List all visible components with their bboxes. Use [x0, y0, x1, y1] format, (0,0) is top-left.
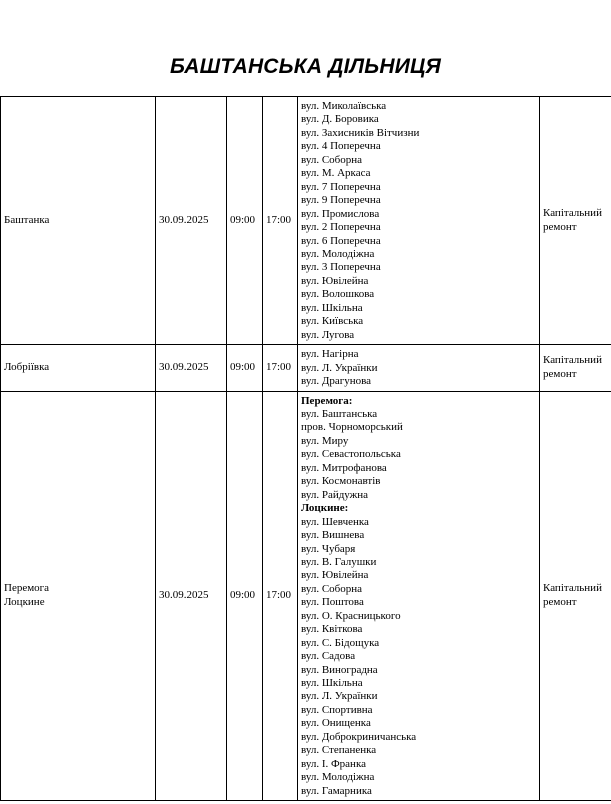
street-item: вул. Драгунова: [301, 375, 372, 388]
page-title: БАШТАНСЬКА ДІЛЬНИЦЯ: [169, 55, 442, 78]
village-cell: [1, 345, 156, 391]
outage-schedule-table: [0, 96, 611, 801]
street-item: вул. 9 Поперечна: [301, 194, 381, 207]
settlement-heading: Лоцкине:: [301, 502, 349, 515]
work-type-text: Капітальний: [543, 582, 602, 595]
village-cell: [1, 391, 156, 801]
street-item: вул. Молодіжна: [301, 247, 375, 260]
village-name: Лобріївка: [4, 361, 50, 374]
street-item: вул. В. Галушки: [301, 555, 377, 568]
street-item: вул. Онищенка: [301, 717, 371, 730]
settlement-heading: Перемога:: [301, 394, 353, 407]
work-type-cell: [540, 391, 611, 801]
village-name: Перемога: [4, 582, 50, 595]
work-type-text: ремонт: [543, 220, 577, 233]
street-item: вул. Промислова: [301, 207, 380, 220]
streets-cell: [298, 391, 540, 801]
street-item: вул. Лугова: [301, 328, 355, 341]
work-type-text: Капітальний: [543, 354, 602, 367]
outage-schedule-body: [1, 97, 611, 801]
street-item: вул. Ювілейна: [301, 274, 369, 287]
work-type-text: ремонт: [543, 595, 577, 608]
street-item: вул. Вишнева: [301, 529, 365, 542]
street-item: вул. Захисників Вітчизни: [301, 126, 420, 139]
street-item: вул. О. Красницького: [301, 609, 401, 622]
street-item: вул. Поштова: [301, 596, 364, 609]
work-type-text: Капітальний: [543, 207, 602, 220]
street-item: вул. Шкільна: [301, 301, 363, 314]
street-item: вул. Садова: [301, 650, 356, 663]
street-item: вул. Київська: [301, 315, 364, 328]
end-time-cell: 17:00: [263, 391, 298, 801]
start-time-cell: 09:00: [227, 391, 263, 801]
street-item: вул. Доброкриничанська: [301, 730, 417, 743]
village-name: Лоцкине: [4, 595, 45, 608]
work-type-cell: [540, 97, 611, 345]
street-item: вул. 2 Поперечна: [301, 221, 381, 234]
street-item: вул. С. Бідощука: [301, 636, 380, 649]
street-item: вул. Миколаївська: [301, 100, 387, 112]
street-item: вул. 4 Поперечна: [301, 140, 381, 153]
village-name: Баштанка: [4, 213, 50, 226]
street-item: вул. Митрофанова: [301, 461, 387, 474]
table-row: [1, 391, 611, 801]
street-item: вул. 3 Поперечна: [301, 261, 381, 274]
street-item: вул. Виноградна: [301, 663, 378, 676]
street-item: пров. Чорноморський: [301, 421, 403, 434]
street-item: вул. Спортивна: [301, 703, 373, 716]
streets-cell: [298, 97, 540, 345]
end-time-cell: 17:00: [263, 97, 298, 345]
start-time-cell: 09:00: [227, 345, 263, 391]
village-cell: [1, 97, 156, 345]
street-item: вул. Космонавтів: [301, 475, 381, 488]
end-time-cell: 17:00: [263, 345, 298, 391]
table-row: [1, 97, 611, 345]
date-cell: 30.09.2025: [156, 345, 227, 391]
streets-cell: [298, 345, 540, 391]
street-item: вул. 6 Поперечна: [301, 234, 381, 247]
street-item: вул. Ювілейна: [301, 569, 369, 582]
work-type-cell: [540, 345, 611, 391]
date-cell: 30.09.2025: [156, 391, 227, 801]
table-row: [1, 345, 611, 391]
street-item: вул. Шкільна: [301, 677, 363, 690]
street-item: вул. Баштанська: [301, 407, 378, 420]
work-type-text: ремонт: [543, 367, 577, 380]
start-time-cell: 09:00: [227, 97, 263, 345]
street-item: вул. Волошкова: [301, 288, 375, 301]
street-item: вул. Степаненка: [301, 744, 377, 757]
street-item: вул. Райдужна: [301, 488, 369, 501]
street-item: вул. Гамарника: [301, 784, 372, 797]
street-item: вул. М. Аркаса: [301, 167, 371, 180]
street-item: вул. Квіткова: [301, 623, 363, 636]
street-item: вул. І. Франка: [301, 757, 367, 770]
street-item: вул. Севастопольська: [301, 448, 401, 461]
street-item: вул. Миру: [301, 434, 349, 447]
street-item: вул. Л. Українки: [301, 690, 378, 703]
street-item: вул. 7 Поперечна: [301, 180, 381, 193]
street-item: вул. Молодіжна: [301, 771, 375, 784]
street-item: вул. Соборна: [301, 153, 363, 166]
street-item: вул. Л. Українки: [301, 361, 378, 374]
street-item: вул. Чубаря: [301, 542, 356, 555]
street-item: вул. Д. Боровика: [301, 113, 379, 126]
street-item: вул. Нагірна: [301, 348, 359, 361]
street-item: вул. Соборна: [301, 582, 363, 595]
street-item: вул. Шевченка: [301, 515, 369, 528]
date-cell: 30.09.2025: [156, 97, 227, 345]
